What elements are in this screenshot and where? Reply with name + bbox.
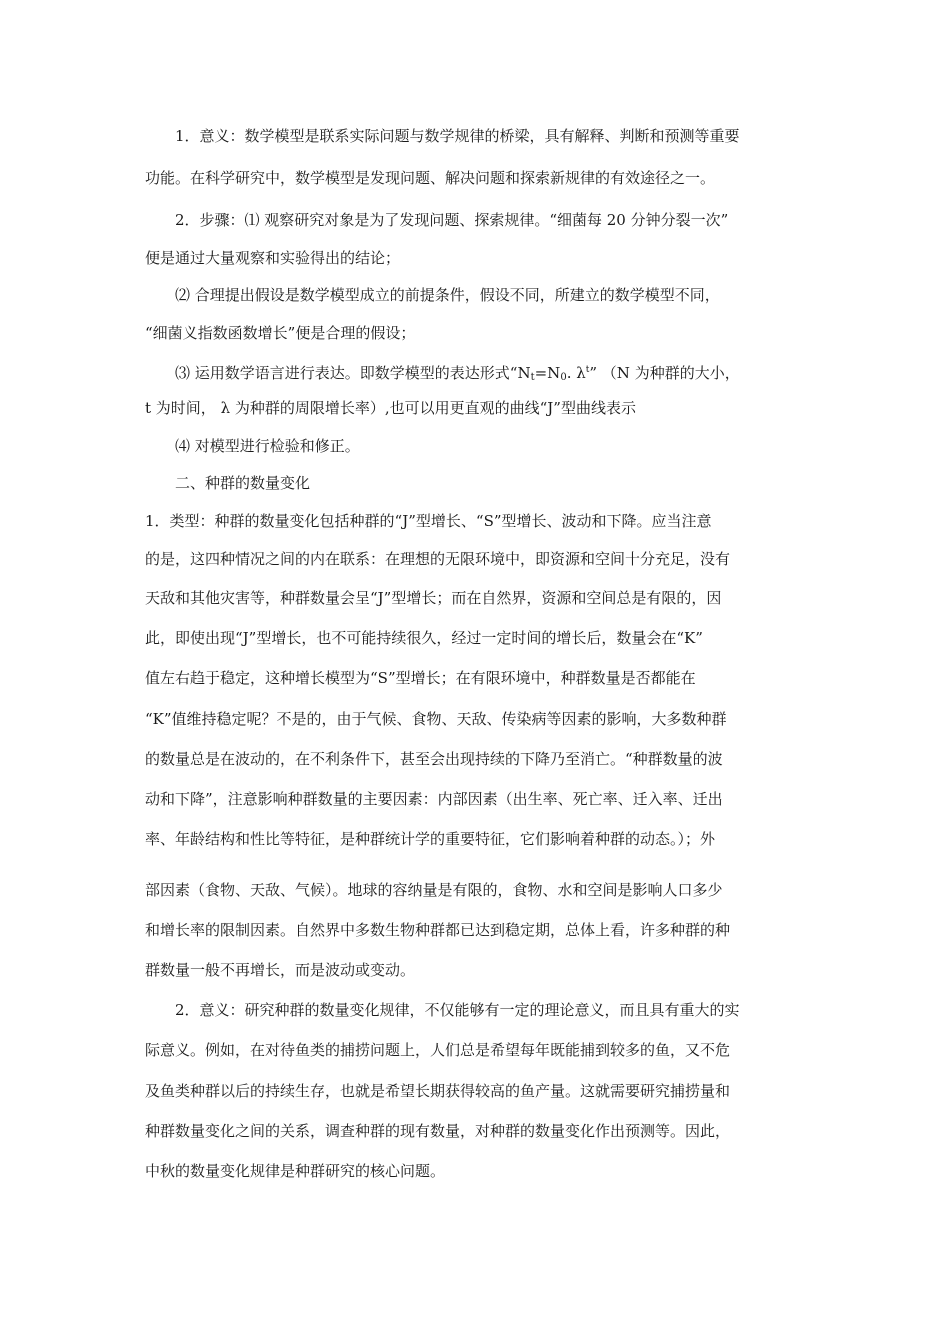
paragraph-line: “细菌义指数函数增长”便是合理的假设； — [145, 324, 416, 342]
formula-prefix: ⑶ 运用数学语言进行表达。即数学模型的表达形式“N — [175, 364, 531, 382]
section-heading: 二、种群的数量变化 — [175, 474, 311, 492]
formula-suffix: ” （N 为种群的大小， — [589, 364, 740, 382]
paragraph-line: 动和下降”，注意影响种群数量的主要因素：内部因素（出生率、死亡率、迁入率、迁出 — [145, 790, 723, 808]
paragraph-line: 此，即使出现“J”型增长，也不可能持续很久，经过一定时间的增长后，数量会在“K” — [145, 629, 703, 647]
formula-mid: =N — [534, 364, 561, 382]
paragraph-line: 1．意义：数学模型是联系实际问题与数学规律的桥梁，具有解释、判断和预测等重要 — [175, 127, 740, 145]
subscript-t: t — [530, 372, 535, 383]
paragraph-line: 便是通过大量观察和实验得出的结论； — [145, 249, 401, 267]
paragraph-line: 的是，这四种情况之间的内在联系：在理想的无限环境中，即资源和空间十分充足，没有 — [145, 550, 731, 568]
paragraph-line: 值左右趋于稳定，这种增长模型为“S”型增长；在有限环境中，种群数量是否都能在 — [145, 669, 696, 687]
paragraph-line: 天敌和其他灾害等，种群数量会呈“J”型增长；而在自然界，资源和空间总是有限的，因 — [145, 589, 722, 607]
paragraph-line: ⑵ 合理提出假设是数学模型成立的前提条件，假设不同，所建立的数学模型不同， — [175, 286, 720, 304]
subscript-0: 0 — [560, 372, 567, 383]
paragraph-line: t 为时间， λ 为种群的周限增长率）,也可以用更直观的曲线“J”型曲线表示 — [145, 399, 636, 417]
paragraph-line: 种群数量变化之间的关系，调查种群的现有数量，对种群的数量变化作出预测等。因此， — [145, 1122, 731, 1140]
paragraph-line: 功能。在科学研究中，数学模型是发现问题、解决问题和探索新规律的有效途径之一。 — [145, 169, 716, 187]
formula-lambda: . λ — [566, 364, 586, 382]
paragraph-line: ⑷ 对模型进行检验和修正。 — [175, 437, 360, 455]
superscript-t: t — [585, 365, 590, 375]
paragraph-line: “K”值维持稳定呢？不是的，由于气候、食物、天敌、传染病等因素的影响，大多数种群 — [145, 710, 727, 728]
paragraph-line: 际意义。例如，在对待鱼类的捕捞问题上，人们总是希望每年既能捕到较多的鱼，又不危 — [145, 1041, 731, 1059]
paragraph-line: 2．意义：研究种群的数量变化规律，不仅能够有一定的理论意义，而且具有重大的实 — [175, 1001, 740, 1019]
paragraph-line: 率、年龄结构和性比等特征，是种群统计学的重要特征，它们影响着种群的动态。）；外 — [145, 830, 716, 848]
paragraph-line: 及鱼类种群以后的持续生存，也就是希望长期获得较高的鱼产量。这就需要研究捕捞量和 — [145, 1082, 731, 1100]
formula-line — [175, 360, 740, 388]
paragraph-line: 2．步骤：⑴ 观察研究对象是为了发现问题、探索规律。“细菌每 20 分钟分裂一次” — [175, 211, 729, 229]
paragraph-line: 中秋的数量变化规律是种群研究的核心问题。 — [145, 1162, 446, 1180]
paragraph-line: 的数量总是在波动的，在不利条件下，甚至会出现持续的下降乃至消亡。“种群数量的波 — [145, 750, 723, 768]
paragraph-line: 部因素（食物、天敌、气候）。地球的容纳量是有限的，食物、水和空间是影响人口多少 — [145, 881, 723, 899]
paragraph-line: 1．类型：种群的数量变化包括种群的“J”型增长、“S”型增长、波动和下降。应当注意 — [145, 512, 712, 530]
paragraph-line: 群数量一般不再增长，而是波动或变动。 — [145, 961, 416, 979]
paragraph-line: 和增长率的限制因素。自然界中多数生物种群都已达到稳定期，总体上看，许多种群的种 — [145, 921, 731, 939]
